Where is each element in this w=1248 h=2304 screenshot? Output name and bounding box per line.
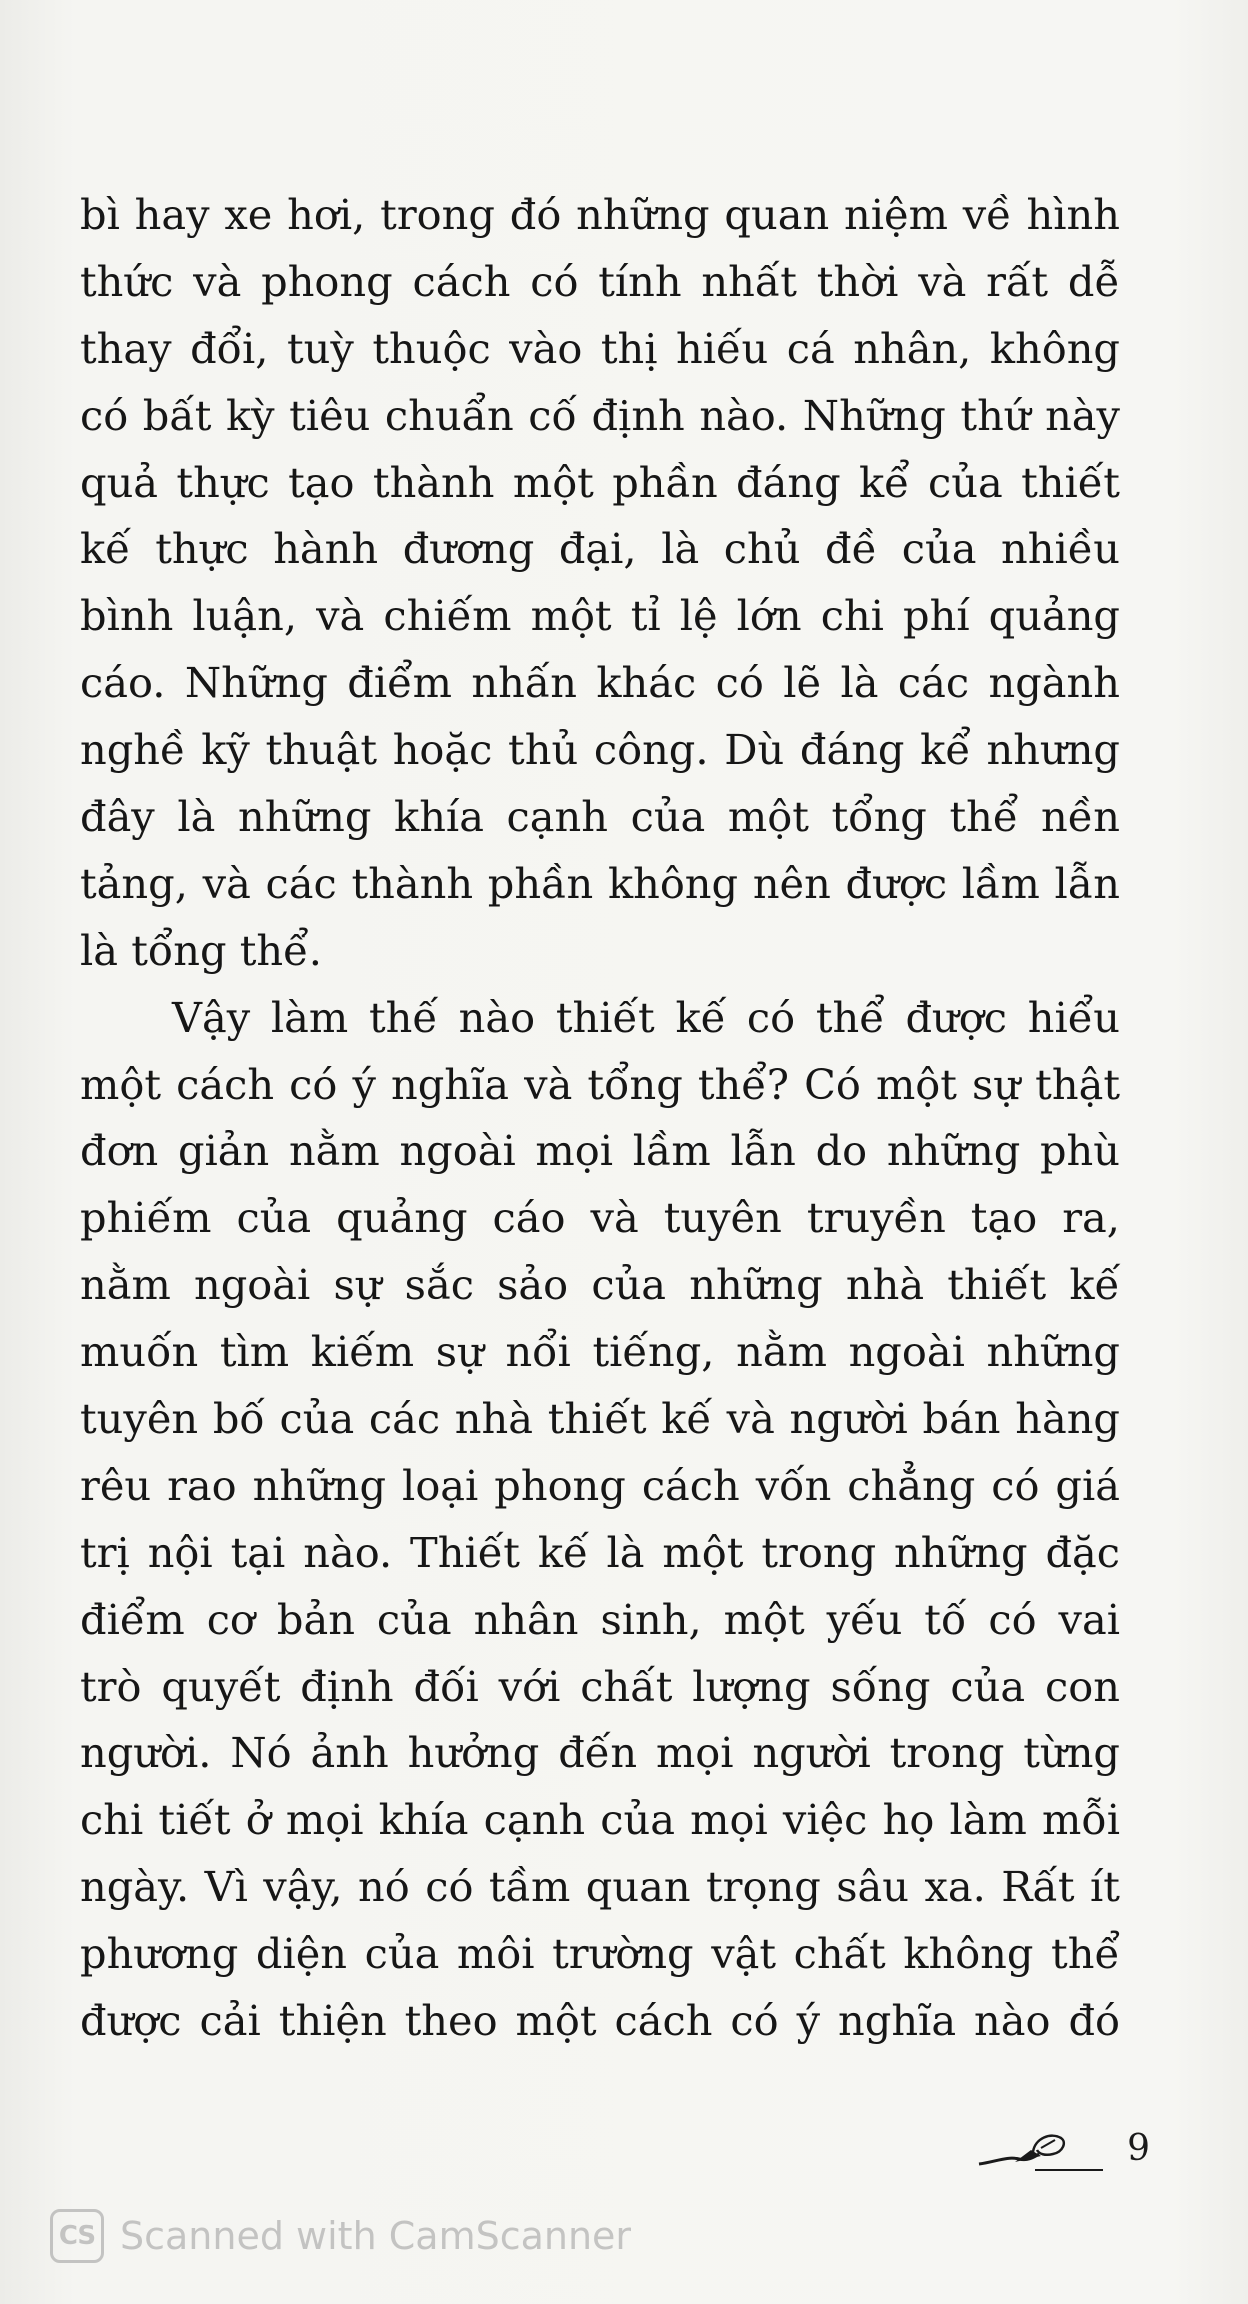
body-text [80,182,1120,2055]
camscanner-watermark [50,2208,631,2264]
text-line: được cải thiện theo một cách có ý nghĩa nào đó [80,1996,1120,2046]
text-line: một cách có ý nghĩa và tổng thể? Có một sự thật [80,1059,1120,1109]
camscanner-logo-icon: CS [50,2209,104,2263]
text-line: rêu rao những loại phong cách vốn chẳng có giá [80,1460,1120,1510]
text-line: tảng, và các thành phần không nên được lầm lẫn [80,858,1120,908]
text-line: cáo. Những điểm nhấn khác có lẽ là các ngành [80,658,1120,708]
text-line: phương diện của môi trường vật chất không thể [80,1929,1120,1979]
text-line: trò quyết định đối với chất lượng sống của con [80,1661,1120,1711]
text-line: Vậy làm thế nào thiết kế có thể được hiểu [172,992,1120,1042]
paragraph-2 [80,985,1120,2055]
text-line: nghề kỹ thuật hoặc thủ công. Dù đáng kể nhưng [80,725,1120,775]
pen-nib-flourish-icon [975,2126,1103,2172]
text-line: đây là những khía cạnh của một tổng thể nền [80,792,1120,842]
text-line: có bất kỳ tiêu chuẩn cố định nào. Những thứ này [80,390,1120,440]
text-line: chi tiết ở mọi khía cạnh của mọi việc họ làm mỗi [80,1795,1120,1845]
text-line: muốn tìm kiếm sự nổi tiếng, nằm ngoài những [80,1327,1120,1377]
text-line: thay đổi, tuỳ thuộc vào thị hiếu cá nhân, không [80,323,1120,373]
text-line: đơn giản nằm ngoài mọi lầm lẫn do những phù [80,1126,1120,1176]
text-line: người. Nó ảnh hưởng đến mọi người trong từng [80,1728,1120,1778]
page-number: 9 [1127,2128,1150,2169]
text-line: quả thực tạo thành một phần đáng kể của thiết [80,457,1120,507]
text-line: phiếm của quảng cáo và tuyên truyền tạo ra, [80,1193,1120,1243]
page-footer [975,2126,1150,2172]
text-line: điểm cơ bản của nhân sinh, một yếu tố có vai [80,1594,1120,1644]
watermark-text: Scanned with CamScanner [120,2214,632,2258]
text-line: là tổng thể. [80,925,322,975]
text-line: kế thực hành đương đại, là chủ đề của nhiều [80,524,1120,574]
text-line: bình luận, và chiếm một tỉ lệ lớn chi phí quảng [80,591,1120,641]
text-line: ngày. Vì vậy, nó có tầm quan trọng sâu xa. Rất ít [80,1862,1120,1912]
text-line: thức và phong cách có tính nhất thời và rất dễ [80,256,1120,306]
text-line: trị nội tại nào. Thiết kế là một trong những đặc [80,1527,1120,1577]
text-line: bì hay xe hơi, trong đó những quan niệm về hình [80,190,1120,239]
text-line: tuyên bố của các nhà thiết kế và người bán hàng [80,1394,1120,1444]
paragraph-1 [80,182,1120,985]
text-line: nằm ngoài sự sắc sảo của những nhà thiết kế [80,1260,1120,1310]
